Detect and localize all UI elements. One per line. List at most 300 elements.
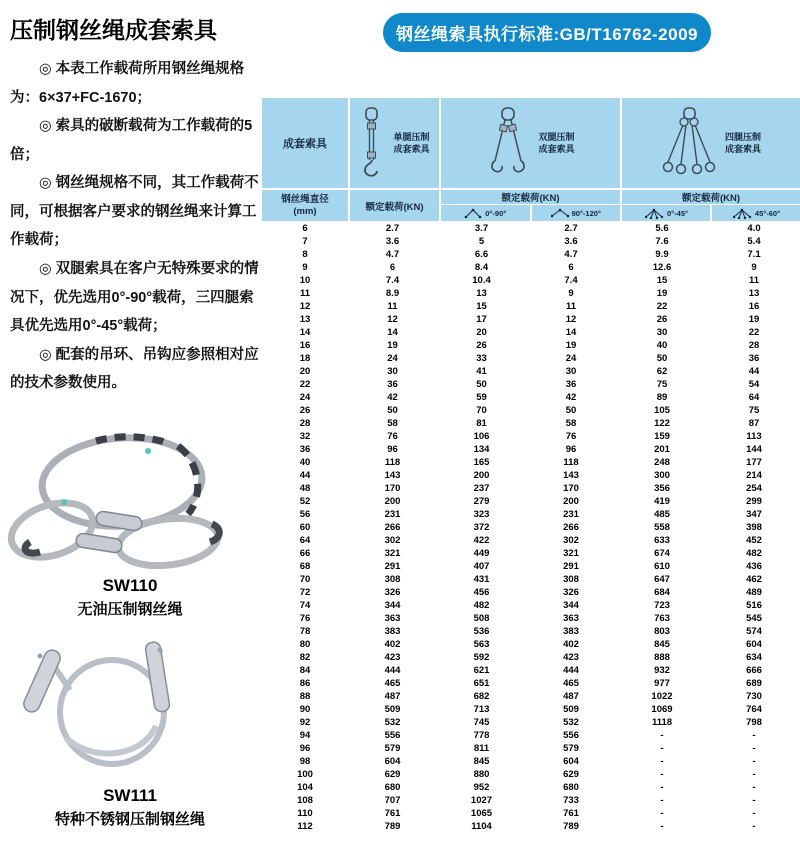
leg-label-line1: 单腿压制 — [393, 131, 430, 142]
table-cell: 764 — [746, 704, 762, 715]
table-cell: 465 — [563, 678, 579, 689]
table-cell: 402 — [563, 639, 579, 650]
table-cell: 402 — [384, 639, 401, 650]
table-cell: 545 — [746, 613, 762, 624]
table-row — [262, 534, 800, 547]
table-cell: 482 — [746, 548, 762, 559]
table-cell: 713 — [473, 704, 490, 715]
four-leg-sling-icon — [661, 107, 717, 179]
table-cell: 932 — [654, 665, 670, 676]
table-cell: 383 — [563, 626, 579, 637]
table-cell: - — [752, 769, 756, 780]
table-cell: 113 — [746, 431, 762, 442]
table-cell: 647 — [654, 574, 670, 585]
leg-label-line1: 双腿压制 — [538, 131, 575, 142]
table-cell: 398 — [746, 522, 762, 533]
table-cell: - — [660, 821, 664, 832]
rated-load-label: 额定载荷(KN) — [681, 193, 741, 204]
header-cell-diameter — [262, 190, 348, 221]
table-cell: 52 — [299, 496, 311, 507]
table-cell: 24 — [387, 353, 398, 364]
table-cell: 76 — [565, 431, 577, 442]
table-cell: 22 — [748, 327, 760, 338]
table-cell: 556 — [563, 730, 579, 741]
table-cell: 798 — [746, 717, 762, 728]
table-cell: 452 — [746, 535, 762, 546]
angle-label: 0°-45° — [666, 208, 688, 218]
table-cell: 689 — [746, 678, 762, 689]
angle-cell-45-60 — [710, 205, 800, 221]
table-cell: 266 — [384, 522, 401, 533]
header-cell-rated-single — [350, 190, 439, 221]
table-cell: 487 — [384, 691, 401, 702]
table-cell: 9 — [302, 262, 308, 273]
table-cell: 789 — [384, 821, 401, 832]
table-row — [262, 482, 800, 495]
table-row — [262, 430, 800, 443]
table-cell: - — [752, 756, 756, 767]
four-leg-angle-icon — [644, 208, 664, 219]
table-row — [262, 469, 800, 482]
angle-subrow — [441, 204, 620, 221]
table-cell: 59 — [476, 392, 487, 403]
table-row — [262, 807, 800, 820]
table-cell: 36 — [565, 379, 577, 390]
table-cell: 75 — [748, 405, 760, 416]
table-cell: 58 — [387, 418, 398, 429]
table-cell: 254 — [746, 483, 762, 494]
product-name: 无油压制钢丝绳 — [77, 601, 183, 618]
table-row — [262, 326, 800, 339]
data-rows — [262, 222, 800, 833]
table-cell: 36 — [299, 444, 311, 455]
table-cell: 845 — [654, 639, 670, 650]
table-cell: 105 — [654, 405, 670, 416]
table-cell: 16 — [299, 340, 311, 351]
set-header-label: 成套索具 — [283, 138, 327, 150]
table-cell: 44 — [748, 366, 760, 377]
angle-label: 45°-60° — [754, 208, 781, 218]
table-row — [262, 222, 800, 235]
table-cell: 383 — [384, 626, 401, 637]
table-row — [262, 781, 800, 794]
table-cell: 42 — [565, 392, 577, 403]
table-cell: 444 — [563, 665, 579, 676]
table-cell: 845 — [473, 756, 490, 767]
table-cell: 104 — [297, 782, 313, 793]
table-cell: 431 — [473, 574, 490, 585]
table-cell: 888 — [654, 652, 670, 663]
table-cell: 3.6 — [385, 236, 400, 247]
table-cell: 48 — [299, 483, 311, 494]
table-cell: 604 — [563, 756, 579, 767]
table-cell: 40 — [656, 340, 668, 351]
table-cell: 674 — [654, 548, 670, 559]
table-cell: 6 — [568, 262, 574, 273]
table-cell: 122 — [654, 418, 670, 429]
leg-label-line1: 四腿压制 — [724, 131, 761, 142]
table-cell: 13 — [299, 314, 311, 325]
table-cell: 56 — [299, 509, 311, 520]
table-cell: 323 — [473, 509, 490, 520]
table-cell: 8.4 — [474, 262, 489, 273]
table-cell: 10 — [299, 275, 311, 286]
table-cell: 680 — [384, 782, 401, 793]
table-cell: 144 — [746, 444, 762, 455]
table-cell: 745 — [473, 717, 490, 728]
table-cell: 733 — [563, 795, 579, 806]
notes-list — [10, 55, 262, 398]
table-cell: 88 — [299, 691, 311, 702]
table-cell: 231 — [563, 509, 579, 520]
table-cell: 300 — [654, 470, 670, 481]
table-cell: 22 — [656, 301, 668, 312]
table-cell: 44 — [299, 470, 311, 481]
table-cell: 26 — [476, 340, 487, 351]
table-row — [262, 560, 800, 573]
table-row — [262, 352, 800, 365]
rated-load-label: 额定载荷(KN) — [501, 193, 560, 204]
table-cell: 159 — [654, 431, 670, 442]
table-row — [262, 716, 800, 729]
table-cell: 89 — [656, 392, 668, 403]
table-cell: 1104 — [471, 821, 492, 832]
table-cell: 78 — [299, 626, 311, 637]
table-cell: 456 — [473, 587, 490, 598]
diameter-label-line2: (mm) — [293, 205, 317, 217]
table-cell: 3.7 — [474, 223, 489, 234]
single-leg-label — [393, 131, 429, 155]
table-cell: 356 — [654, 483, 670, 494]
table-cell: 118 — [384, 457, 401, 468]
table-row — [262, 625, 800, 638]
table-cell: 536 — [473, 626, 490, 637]
sw110-wire-rope-sling-image — [0, 424, 240, 574]
standard-banner: 钢丝绳索具执行标准:GB/T16762-2009 — [383, 13, 711, 52]
table-cell: 344 — [384, 600, 401, 611]
table-cell: 1065 — [470, 808, 493, 819]
table-cell: 4.0 — [747, 223, 761, 234]
table-cell: 12.6 — [652, 262, 672, 273]
table-cell: 6 — [389, 262, 396, 273]
table-cell: 19 — [656, 288, 668, 299]
table-cell: 96 — [565, 444, 577, 455]
table-cell: - — [660, 743, 664, 754]
table-row — [262, 690, 800, 703]
table-cell: 32 — [299, 431, 311, 442]
table-cell: 177 — [746, 457, 762, 468]
table-row — [262, 443, 800, 456]
table-cell: 4.7 — [564, 249, 578, 260]
table-cell: 579 — [384, 743, 401, 754]
table-row — [262, 287, 800, 300]
table-cell: 326 — [384, 587, 401, 598]
table-cell: 9.9 — [655, 249, 669, 260]
table-cell: 170 — [563, 483, 579, 494]
table-cell: 76 — [299, 613, 311, 624]
table-cell: 291 — [563, 561, 579, 572]
table-row — [262, 521, 800, 534]
table-row — [262, 794, 800, 807]
table-cell: - — [752, 782, 756, 793]
table-cell: 308 — [384, 574, 401, 585]
table-cell: 761 — [563, 808, 579, 819]
table-cell: 22 — [299, 379, 311, 390]
table-row — [262, 274, 800, 287]
table-cell: 516 — [746, 600, 762, 611]
table-cell: 6.6 — [474, 249, 489, 260]
table-cell: 4.7 — [385, 249, 400, 260]
table-cell: 201 — [654, 444, 670, 455]
table-cell: 30 — [387, 366, 398, 377]
table-cell: 3.6 — [564, 236, 578, 247]
table-cell: 62 — [656, 366, 668, 377]
table-cell: 423 — [563, 652, 579, 663]
table-row — [262, 573, 800, 586]
double-leg-label — [538, 131, 574, 155]
table-cell: - — [752, 808, 756, 819]
table-cell: 76 — [387, 431, 398, 442]
table-cell: - — [660, 795, 664, 806]
table-cell: 200 — [384, 496, 401, 507]
table-cell: 321 — [563, 548, 579, 559]
table-cell: - — [752, 821, 756, 832]
four-leg-angle-icon — [732, 208, 752, 219]
table-cell: 2.7 — [564, 223, 578, 234]
rated-load-data-table — [262, 222, 800, 833]
table-cell: 7 — [302, 236, 308, 247]
table-cell: 24 — [565, 353, 577, 364]
table-cell: 15 — [656, 275, 668, 286]
table-row — [262, 339, 800, 352]
table-cell: 28 — [748, 340, 760, 351]
table-cell: 24 — [299, 392, 311, 403]
table-row — [262, 651, 800, 664]
table-cell: 13 — [748, 288, 760, 299]
table-cell: 9 — [751, 262, 757, 273]
table-row — [262, 495, 800, 508]
table-cell: 308 — [563, 574, 579, 585]
note: ◎ 索具的破断载荷为工作载荷的5倍； — [10, 118, 253, 163]
table-cell: 28 — [299, 418, 311, 429]
table-cell: 60 — [299, 522, 311, 533]
table-cell: 436 — [746, 561, 762, 572]
table-cell: 604 — [746, 639, 762, 650]
header-cell-rated-double — [441, 190, 620, 221]
table-cell: 11 — [387, 301, 398, 312]
table-cell: 165 — [473, 457, 490, 468]
table-row — [262, 508, 800, 521]
table-cell: 15 — [476, 301, 487, 312]
table-cell: 508 — [473, 613, 490, 624]
table-cell: 803 — [654, 626, 670, 637]
table-cell: 170 — [384, 483, 401, 494]
table-cell: 880 — [473, 769, 490, 780]
table-cell: 13 — [476, 288, 487, 299]
table-cell: 1118 — [651, 717, 673, 728]
table-cell: 482 — [473, 600, 490, 611]
table-cell: 14 — [387, 327, 398, 338]
table-cell: 1027 — [470, 795, 493, 806]
table-cell: 363 — [563, 613, 579, 624]
table-cell: 12 — [565, 314, 577, 325]
table-cell: 730 — [746, 691, 762, 702]
table-cell: 558 — [654, 522, 670, 533]
table-cell: 12 — [387, 314, 398, 325]
table-cell: 30 — [656, 327, 668, 338]
table-row — [262, 768, 800, 781]
table-cell: - — [660, 730, 664, 741]
table-cell: 237 — [473, 483, 490, 494]
table-row — [262, 248, 800, 261]
table-cell: 326 — [563, 587, 579, 598]
table-cell: 422 — [473, 535, 490, 546]
angle-subrow — [622, 204, 800, 221]
table-cell: 487 — [563, 691, 579, 702]
table-row — [262, 547, 800, 560]
table-cell: 363 — [384, 613, 401, 624]
table-row — [262, 820, 800, 833]
table-cell: 444 — [384, 665, 401, 676]
header-cell-set — [262, 98, 348, 188]
product-code: SW111 — [103, 786, 157, 805]
table-cell: 18 — [299, 353, 311, 364]
rated-load-label: 额定载荷(KN) — [365, 201, 424, 213]
table-row — [262, 391, 800, 404]
product-sw111 — [0, 634, 260, 829]
table-cell: 70 — [299, 574, 311, 585]
table-cell: 50 — [565, 405, 577, 416]
header-cell-double-leg — [441, 98, 620, 188]
sw111-wire-rope-sling-image — [0, 634, 220, 784]
table-cell: 321 — [384, 548, 401, 559]
table-row — [262, 378, 800, 391]
table-cell: 200 — [473, 470, 490, 481]
table-cell: 7.1 — [747, 249, 761, 260]
double-leg-sling-icon — [486, 107, 530, 179]
table-cell: 19 — [748, 314, 760, 325]
angle-cell-0-90 — [441, 205, 530, 221]
table-cell: 666 — [746, 665, 762, 676]
table-cell: 41 — [476, 366, 487, 377]
table-cell: 7.6 — [655, 236, 669, 247]
table-cell: 634 — [746, 652, 762, 663]
table-cell: 64 — [299, 535, 311, 546]
table-cell: 16 — [748, 301, 760, 312]
table-cell: 489 — [746, 587, 762, 598]
table-row — [262, 742, 800, 755]
table-cell: 54 — [748, 379, 760, 390]
note: ◎ 本表工作载荷所用钢丝绳规格为：6×37+FC-1670； — [10, 61, 245, 106]
table-cell: 299 — [746, 496, 762, 507]
table-cell: 465 — [384, 678, 401, 689]
table-cell: 279 — [473, 496, 490, 507]
table-row — [262, 612, 800, 625]
table-cell: 36 — [748, 353, 760, 364]
table-cell: 96 — [299, 743, 311, 754]
table-row — [262, 300, 800, 313]
table-cell: 684 — [654, 587, 670, 598]
note: ◎ 配套的吊环、吊钩应参照相对应的技术参数使用。 — [10, 346, 259, 392]
table-cell: 449 — [473, 548, 490, 559]
table-cell: 682 — [473, 691, 490, 702]
table-cell: 778 — [473, 730, 490, 741]
diameter-label-line1: 钢丝绳直径 — [281, 194, 329, 206]
table-cell: 74 — [299, 600, 311, 611]
table-cell: 86 — [299, 678, 311, 689]
leg-label-line2: 成套索具 — [724, 144, 761, 154]
table-cell: 98 — [299, 756, 311, 767]
table-cell: 763 — [654, 613, 670, 624]
table-cell: 11 — [299, 288, 311, 299]
product-name: 特种不锈钢压制钢丝绳 — [54, 811, 205, 828]
table-cell: 419 — [654, 496, 670, 507]
table-cell: 72 — [299, 587, 311, 598]
table-cell: 81 — [476, 418, 487, 429]
table-cell: 629 — [384, 769, 401, 780]
table-cell: 70 — [476, 405, 487, 416]
table-cell: 1069 — [651, 704, 673, 715]
table-cell: 42 — [387, 392, 398, 403]
table-cell: 11 — [748, 275, 760, 286]
spec-table — [262, 98, 800, 833]
table-cell: - — [660, 782, 664, 793]
table-cell: 977 — [654, 678, 670, 689]
table-cell: 8.9 — [385, 288, 400, 299]
table-cell: 50 — [387, 405, 398, 416]
table-cell: 556 — [384, 730, 401, 741]
table-cell: 134 — [473, 444, 490, 455]
table-cell: - — [660, 769, 664, 780]
table-cell: 7.4 — [564, 275, 578, 286]
note: ◎ 钢丝绳规格不同，其工作载荷不同，可根据客户要求的钢丝绳来计算工作载荷； — [10, 175, 259, 249]
angle-cell-0-45 — [622, 205, 710, 221]
table-row — [262, 235, 800, 248]
table-row — [262, 638, 800, 651]
two-leg-angle-icon — [464, 208, 482, 219]
table-cell: 6 — [302, 223, 308, 234]
table-row — [262, 456, 800, 469]
table-cell: 112 — [297, 821, 313, 832]
table-cell: 94 — [299, 730, 311, 741]
table-cell: 5.6 — [655, 223, 669, 234]
table-cell: 2.7 — [385, 223, 400, 234]
table-cell: 143 — [563, 470, 579, 481]
table-cell: 17 — [476, 314, 487, 325]
table-cell: 231 — [384, 509, 401, 520]
table-cell: 347 — [746, 509, 762, 520]
table-row — [262, 365, 800, 378]
table-cell: 266 — [563, 522, 579, 533]
table-cell: 8 — [302, 249, 308, 260]
table-row — [262, 729, 800, 742]
table-cell: - — [752, 795, 756, 806]
table-cell: 563 — [473, 639, 490, 650]
table-row — [262, 703, 800, 716]
table-cell: 9 — [568, 288, 574, 299]
table-cell: 200 — [563, 496, 579, 507]
page-title: 压制钢丝绳成套索具 — [10, 17, 217, 43]
table-cell: 33 — [476, 353, 487, 364]
table-cell: 1022 — [651, 691, 673, 702]
table-cell: 80 — [299, 639, 311, 650]
leg-label-line2: 成套索具 — [538, 144, 575, 154]
table-cell: 36 — [387, 379, 398, 390]
table-cell: 19 — [565, 340, 577, 351]
table-cell: 7.4 — [385, 275, 400, 286]
table-cell: - — [752, 743, 756, 754]
table-cell: 789 — [563, 821, 579, 832]
